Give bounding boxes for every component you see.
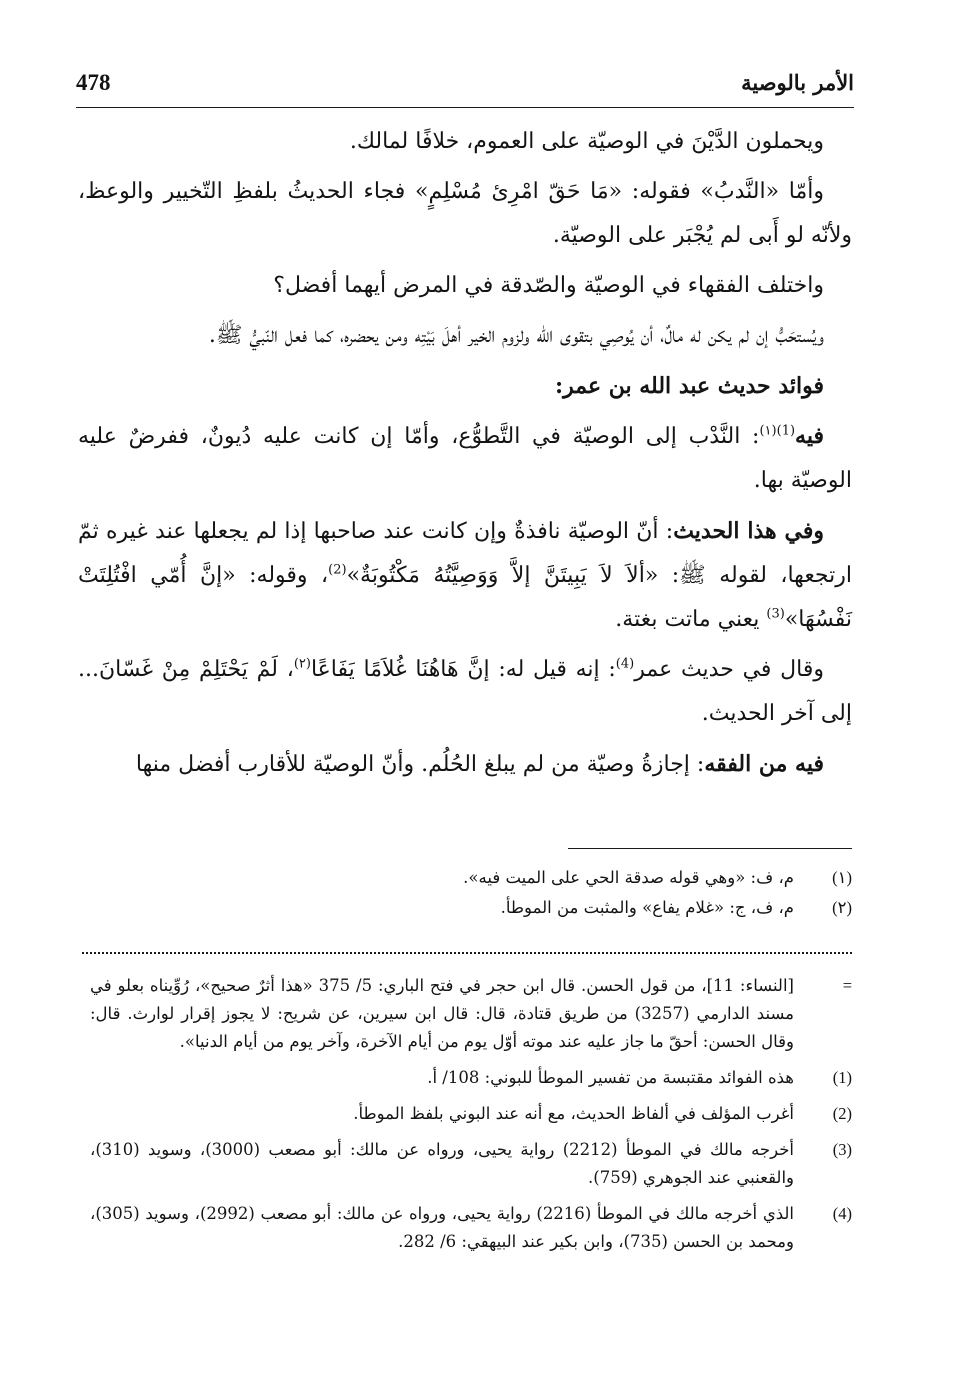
- footnote-item: [90, 972, 852, 1056]
- footnote-number: (١): [832, 868, 852, 887]
- footnote-separator: [568, 848, 852, 849]
- footnote-item: [90, 1064, 852, 1092]
- footnote-ref: (4): [615, 656, 635, 672]
- footnote-number: (2): [832, 1104, 852, 1123]
- paragraph-text: وقال في حديث عمر: [634, 657, 824, 682]
- paragraph-text: ، لَمْ يَحْتَلِمْ مِنْ غَسّانَ... إلى آخر الحديث.: [78, 657, 852, 726]
- footnote-item: [90, 894, 852, 922]
- footnote-ref: (2): [328, 562, 347, 578]
- footnote-item: [90, 1136, 852, 1192]
- footnote-text: م، ف: «وهي قوله صدقة الحي على الميت فيه».: [463, 868, 794, 887]
- running-title: الأمر بالوصية: [741, 70, 854, 95]
- paragraph: [78, 648, 852, 736]
- footnote-ref: (3): [766, 606, 785, 622]
- footnote-item: [90, 1200, 852, 1256]
- page-header: [76, 68, 854, 108]
- paragraph: ويحملون الدَّيْنَ في الوصيّة على العموم، خلافًا لمالك.: [349, 129, 824, 154]
- footnote-ref: (٢): [293, 656, 311, 672]
- paragraph: [78, 742, 852, 787]
- footnote-number: (4): [832, 1204, 852, 1223]
- lead-phrase: فيه من الفقه: [704, 751, 824, 777]
- paragraph-text: : أنّ الوصيّة نافذةٌ وإن كانت عند صاحبها إذا لم يجعلها عند غيره ثمّ ارتجعها، لقوله ﷺ: «ألاَ لاَ يَبِيتَنَّ إلاَّ وَوَصِيَّتُهُ مَكْتُوبَةٌ»: [78, 519, 852, 588]
- footnote-text: الذي أخرجه مالك في الموطأ (2216) رواية يحيى، ورواه عن مالك: أبو مصعب (2992)، وسويد (305)، ومحمد بن الحسن (735)، وابن بكير عند البيهقي: 6/ 282.: [90, 1204, 795, 1251]
- lead-phrase: فيه: [795, 423, 824, 449]
- footnotes-original: [90, 972, 852, 1264]
- page-number: 478: [76, 70, 111, 95]
- footnote-number: =: [842, 976, 852, 995]
- footnote-ref: (1)(١): [759, 423, 796, 439]
- footnotes-editor: [90, 864, 852, 924]
- footnote-number: (3): [832, 1140, 852, 1159]
- paragraph-text: : إجازةُ وصيّة من لم يبلغ الحُلُم. وأنّ الوصيّة للأقارب أفضل منها: [135, 752, 705, 777]
- footnote-text: [النساء: 11]، من قول الحسن. قال ابن حجر في فتح الباري: 5/ 375 «هذا أثرٌ صحيح»، رُوِّيناه بعلو في مسند الدارمي (3257) من طريق قتادة، قال: قال ابن سيرين، عن شريح: لا يجوز إقرار لوارث. قال: وقال الحسن: أحقّ ما جاز عليه عند موته أوّل يوم من أيام الآخرة، وآخر يوم من أيام الدنيا».: [90, 976, 794, 1051]
- paragraph-text: : إنه قيل له: إنَّ هَاهُنَا غُلاَمًا يَفَاعًا: [310, 657, 616, 682]
- paragraph: واختلف الفقهاء في الوصيّة والصّدقة في المرض أيهما أفضل؟: [273, 273, 824, 298]
- lead-phrase: وفي هذا الحديث: [673, 518, 824, 544]
- footnote-text: هذه الفوائد مقتبسة من تفسير الموطأ للبوني: 108/ أ.: [427, 1068, 794, 1087]
- paragraph: ويُستحَبُّ إن لم يكن له مالٌ، أن يُوصِي بتقوى الله ولزوم الخير أهلَ بَيْتِه ومن يحضره، كما فعل النّبيُّ ﷺ.: [208, 323, 824, 348]
- section-heading: فوائد حديث عبد الله بن عمر:: [554, 373, 824, 399]
- footnote-text: أغرب المؤلف في ألفاظ الحديث، مع أنه عند البوني بلفظ الموطأ.: [353, 1104, 794, 1123]
- paragraph: وأمّا «النَّدبُ» فقوله: «مَا حَقّ امْرِئ مُسْلِمٍ» فجاء الحديثُ بلفظِ التّخيير والوعظ، ولأنّه لو أَبى لم يُجْبَر على الوصيّة.: [78, 179, 852, 248]
- footnote-number: (1): [832, 1068, 852, 1087]
- paragraph-text: يعني ماتت بغتة.: [615, 607, 767, 632]
- footnote-item: [90, 1100, 852, 1128]
- paragraph: [78, 509, 852, 642]
- footnote-text: م، ف، ج: «غلام يفاع» والمثبت من الموطأ.: [500, 898, 794, 917]
- dotted-separator: [82, 952, 852, 954]
- header-rule: [76, 107, 854, 108]
- footnote-number: (٢): [832, 898, 852, 917]
- paragraph-text: ، وقوله: «إنَّ أُمّي افْتُلِتَتْ نَفْسُهَا»: [78, 563, 852, 632]
- paragraph: [78, 414, 852, 503]
- paragraph-text: : النَّدْب إلى الوصيّة في التَّطوُّع، وأمّا إن كانت عليه دُيونٌ، ففرضٌ عليه الوصيّة بها.: [78, 424, 852, 493]
- footnote-text: أخرجه مالك في الموطأ (2212) رواية يحيى، ورواه عن مالك: أبو مصعب (3000)، وسويد (310)، والقعنبي عند الجوهري (759).: [90, 1140, 795, 1187]
- footnote-item: [90, 864, 852, 892]
- main-text: [78, 120, 852, 793]
